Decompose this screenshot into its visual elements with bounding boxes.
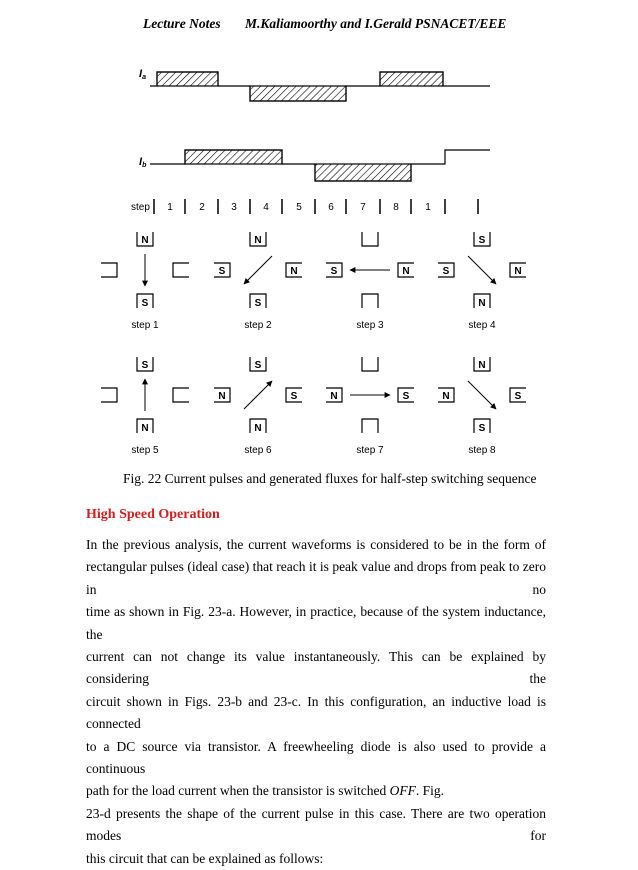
header-authors: M.Kaliamoorthy and I.Gerald PSNACET/EEE <box>245 16 507 31</box>
step-label: step 7 <box>356 445 384 456</box>
pulse-positive <box>157 72 218 86</box>
pole-letter: S <box>254 298 262 309</box>
pole-letter: N <box>218 391 226 402</box>
pole-letter: N <box>478 360 486 371</box>
pole-letter: N <box>141 235 149 246</box>
waveform-ia <box>139 68 490 101</box>
pole-letter: N <box>141 423 149 434</box>
flux-diagram-step-3 <box>326 232 414 331</box>
pole-right <box>510 388 526 402</box>
pole-letter: S <box>290 391 298 402</box>
flux-diagram-step-2 <box>214 232 302 331</box>
flux-diagram-step-7 <box>326 357 414 456</box>
pole-left <box>101 388 117 402</box>
flux-diagram-step-8 <box>438 357 526 456</box>
figure-caption: Fig. 22 Current pulses and generated fluxes for half-step switching sequence <box>123 471 537 486</box>
flux-arrow <box>244 256 272 284</box>
pole-right <box>173 388 189 402</box>
pole-letter: N <box>290 266 298 277</box>
pole-letter: S <box>141 360 149 371</box>
flux-diagram-step-6 <box>214 357 302 456</box>
flux-diagram-step-1 <box>101 232 189 331</box>
step-row-label: step <box>131 202 150 213</box>
section-heading: High Speed Operation <box>86 507 220 522</box>
step-number: 1 <box>167 202 173 213</box>
pole-letter: S <box>514 391 522 402</box>
pole-left <box>214 263 230 277</box>
pole-top <box>362 357 378 371</box>
pole-bottom <box>474 419 490 434</box>
step-number: 7 <box>360 202 366 213</box>
pulse-negative <box>315 164 411 181</box>
pole-letter: S <box>141 298 149 309</box>
pole-top <box>474 357 490 371</box>
flux-arrow <box>468 381 496 409</box>
waveform-ib <box>139 150 490 181</box>
step-number: 8 <box>393 202 399 213</box>
waveform-label: Ia <box>139 68 146 81</box>
body-line: rectangular pulses (ideal case) that reach it is peak value and drops from peak to zero in no <box>86 559 546 597</box>
step-number: 1 <box>425 202 431 213</box>
step-label: step 1 <box>131 320 159 331</box>
body-line: 23-d presents the shape of the current pulse in this case. There are two operation modes for <box>86 805 546 844</box>
step-number: 3 <box>231 202 237 213</box>
pole-left <box>326 388 342 402</box>
pole-letter: S <box>442 266 450 277</box>
pole-bottom <box>137 419 153 434</box>
pole-letter: S <box>218 266 226 277</box>
pole-letter: N <box>402 266 410 277</box>
pole-top <box>474 232 490 246</box>
body-paragraph <box>86 534 546 870</box>
flux-arrow <box>244 381 272 409</box>
pole-right <box>286 388 302 402</box>
pole-left <box>438 263 454 277</box>
pole-right <box>510 263 526 277</box>
body-line: to a DC source via transistor. A freewheeling diode is also used to provide a continuous <box>86 738 546 777</box>
pole-bottom <box>137 294 153 309</box>
pulse-positive <box>380 72 443 86</box>
body-line: circuit shown in Figs. 23-b and 23-c. In this configuration, an inductive load is connected <box>86 693 546 732</box>
step-label: step 8 <box>468 445 496 456</box>
step-label: step 3 <box>356 320 384 331</box>
pole-letter: S <box>478 235 486 246</box>
pole-bottom <box>250 294 266 309</box>
pole-top <box>250 232 266 246</box>
pole-right <box>286 263 302 277</box>
flux-diagrams <box>101 232 526 456</box>
pulse-negative <box>250 86 346 101</box>
pole-letter: N <box>254 235 262 246</box>
pole-letter: N <box>514 266 522 277</box>
pole-left <box>326 263 342 277</box>
pole-right <box>398 263 414 277</box>
pole-top <box>362 232 378 246</box>
pole-letter: S <box>478 423 486 434</box>
body-line: this circuit that can be explained as follows: <box>86 850 324 866</box>
waveform-label: Ib <box>139 156 147 169</box>
pole-top <box>137 232 153 246</box>
step-label: step 4 <box>468 320 496 331</box>
step-label: step 5 <box>131 445 159 456</box>
pole-letter: N <box>330 391 338 402</box>
flux-diagram-step-5 <box>101 357 189 456</box>
body-line: current can not change its value instantaneously. This can be explained by considering the <box>86 649 546 687</box>
pole-right <box>398 388 414 402</box>
body-line: time as shown in Fig. 23-a. However, in practice, because of the system inductance, the <box>86 604 546 642</box>
pole-letter: N <box>442 391 450 402</box>
pulse-positive <box>185 150 282 164</box>
pole-letter: S <box>402 391 410 402</box>
flux-diagram-step-4 <box>438 232 526 331</box>
step-number: 4 <box>263 202 269 213</box>
flux-arrow <box>468 256 496 284</box>
step-label: step 6 <box>244 445 272 456</box>
header-course-title: Lecture Notes <box>143 16 221 31</box>
pole-letter: S <box>330 266 338 277</box>
pole-bottom <box>362 294 378 308</box>
pole-bottom <box>250 419 266 434</box>
step-number: 6 <box>328 202 334 213</box>
body-line: In the previous analysis, the current waveforms is considered to be in the form of <box>86 537 546 552</box>
body-line: path for the load current when the transistor is switched OFF. Fig. <box>86 783 445 799</box>
step-number: 2 <box>199 202 205 213</box>
step-row <box>131 199 478 214</box>
step-label: step 2 <box>244 320 272 331</box>
pole-bottom <box>362 419 378 433</box>
pole-right <box>173 263 189 277</box>
pole-left <box>214 388 230 402</box>
pole-letter: S <box>254 360 262 371</box>
pole-left <box>438 388 454 402</box>
pole-top <box>250 357 266 371</box>
pole-letter: N <box>478 298 486 309</box>
pole-bottom <box>474 294 490 309</box>
step-number: 5 <box>296 202 302 213</box>
pole-letter: N <box>254 423 262 434</box>
pole-left <box>101 263 117 277</box>
pole-top <box>137 357 153 371</box>
